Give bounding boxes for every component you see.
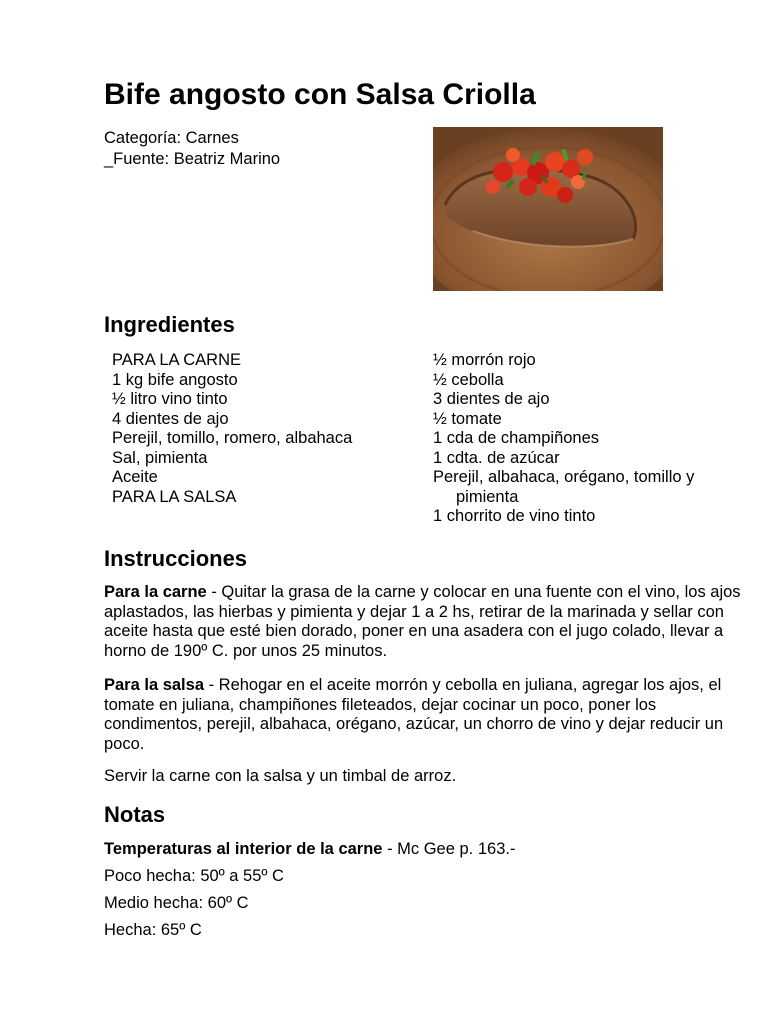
note-rare: Poco hecha: 50º a 55º C (104, 867, 284, 885)
instruction-meat-label: Para la carne (104, 583, 207, 601)
instruction-sauce-text: - Rehogar en el aceite morrón y cebolla en juliana, agregar los ajos, el tomate en juliana, champiñones fileteados, dejar cocinar un poco, poner los condimentos, perejil, albahaca, orégano, azúcar, un chorro de vino y dejar reducir un poco. (104, 676, 724, 753)
page-title: Bife angosto con Salsa Criolla (104, 78, 536, 111)
instruction-sauce-label: Para la salsa (104, 676, 204, 694)
instruction-sauce-paragraph (104, 676, 744, 754)
ingredient-item: 4 dientes de ajo (112, 409, 229, 428)
ingredient-item: ½ litro vino tinto (112, 390, 228, 408)
ingredient-item: ½ cebolla (433, 370, 504, 389)
category-label: Categoría: Carnes (104, 129, 239, 147)
ingredient-item: 1 chorrito de vino tinto (433, 507, 596, 525)
steak-photo-illustration (433, 127, 663, 291)
note-temperatures-label: Temperaturas al interior de la carne (104, 840, 383, 858)
ingredient-item: 1 cda de champiñones (433, 429, 600, 447)
instruction-meat-text: - Quitar la grasa de la carne y colocar en una fuente con el vino, los ajos aplastados, las hierbas y pimienta y dejar 1 a 2 hs, retirar de la marinada y sellar con aceite hasta que esté bien dorado, poner en una asadera con el jugo colado, llevar a horno de 190º C. por unos 25 minutos. (104, 583, 741, 660)
ingredient-item: PARA LA SALSA (112, 487, 237, 506)
note-temperatures-text: - Mc Gee p. 163.- (382, 840, 516, 858)
note-temperatures (104, 839, 515, 859)
steak-photo (433, 127, 663, 291)
ingredient-item: ½ morrón rojo (433, 351, 536, 369)
ingredients-left-list (112, 351, 352, 507)
ingredient-item: PARA LA CARNE (112, 351, 241, 369)
instruction-serve-paragraph: Servir la carne con la salsa y un timbal de arroz. (104, 767, 457, 785)
ingredient-item: Aceite (112, 468, 158, 486)
instructions-heading: Instrucciones (104, 546, 248, 571)
ingredient-item: 1 kg bife angosto (112, 370, 238, 389)
instruction-meat-paragraph (104, 583, 744, 661)
ingredient-item: ½ tomate (433, 409, 502, 428)
notes-heading: Notas (104, 802, 166, 827)
note-well-done: Hecha: 65º C (104, 921, 202, 939)
ingredients-heading: Ingredientes (104, 312, 235, 337)
ingredient-item: Sal, pimienta (112, 448, 208, 467)
ingredient-item: 3 dientes de ajo (433, 390, 550, 408)
ingredient-item: Perejil, tomillo, romero, albahaca (112, 429, 353, 447)
ingredient-item: 1 cdta. de azúcar (433, 448, 560, 467)
source-label: _Fuente: Beatriz Marino (104, 150, 281, 168)
ingredients-right-list (433, 351, 733, 527)
recipe-meta (104, 128, 280, 170)
ingredient-item: Perejil, albahaca, orégano, tomillo y pimienta (433, 468, 695, 506)
note-medium: Medio hecha: 60º C (104, 894, 249, 912)
